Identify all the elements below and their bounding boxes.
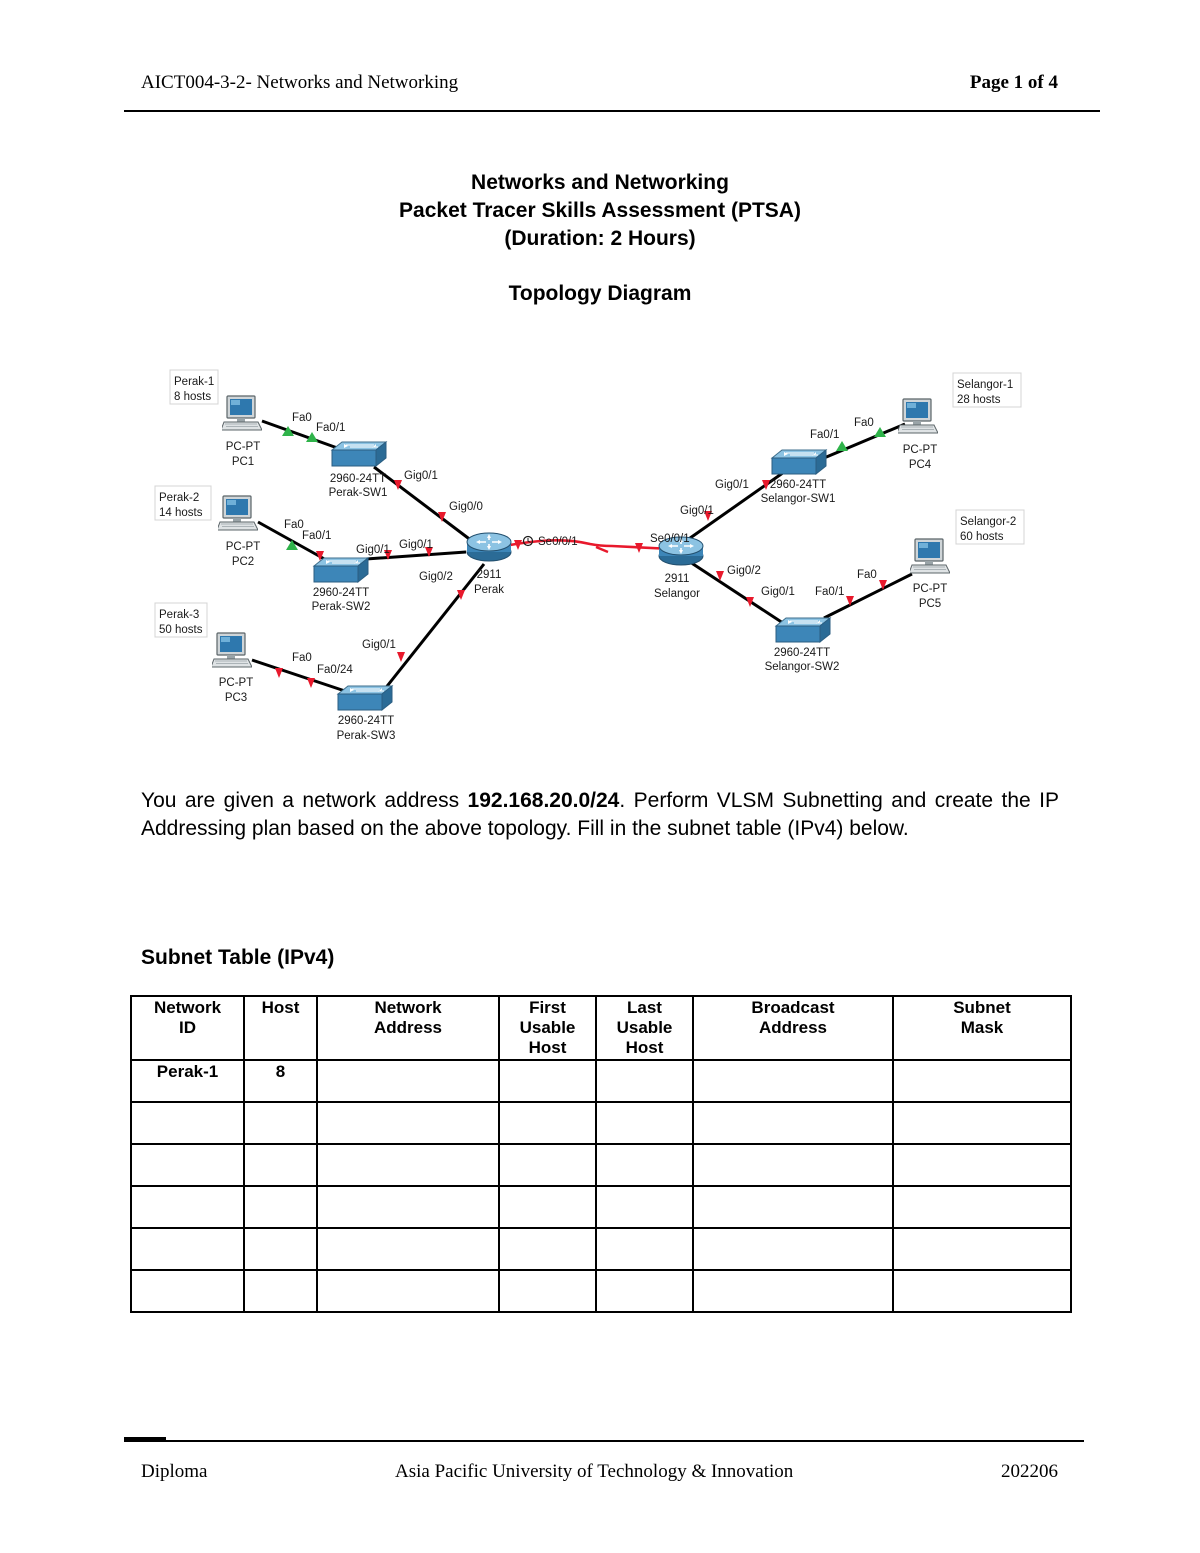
table-cell[interactable] [244, 1270, 317, 1312]
selangor-sw2-icon[interactable] [776, 618, 830, 642]
table-cell[interactable] [693, 1060, 893, 1102]
pc5-label: PC5 [918, 598, 942, 610]
table-cell[interactable] [596, 1270, 693, 1312]
column-header-host: Host [244, 996, 317, 1060]
pc1-icon[interactable] [221, 396, 262, 430]
table-cell[interactable] [596, 1102, 693, 1144]
footer-program: Diploma [141, 1461, 208, 1482]
perak-sw1-label: Perak-SW1 [328, 487, 388, 499]
header-divider [124, 110, 1100, 112]
table-cell[interactable] [596, 1228, 693, 1270]
perak-sw1-icon[interactable] [332, 442, 386, 466]
table-cell[interactable]: Perak-1 [131, 1060, 244, 1102]
section-title-topology: Topology Diagram [508, 282, 692, 305]
perak-sw2-label: Perak-SW2 [311, 601, 371, 613]
table-cell[interactable] [244, 1144, 317, 1186]
lan-label-selangor-1 [953, 373, 1021, 407]
port-label: Gig0/1 [404, 470, 438, 482]
port-label: Fa0/1 [815, 586, 845, 598]
table-cell[interactable] [317, 1270, 499, 1312]
table-cell[interactable] [244, 1186, 317, 1228]
table-cell[interactable] [317, 1060, 499, 1102]
perak-sw2-label: 2960-24TT [312, 587, 370, 599]
table-row [131, 1060, 1071, 1102]
table-cell[interactable] [693, 1186, 893, 1228]
perak-sw1-label: 2960-24TT [329, 473, 387, 485]
table-cell[interactable] [693, 1144, 893, 1186]
table-cell[interactable] [693, 1270, 893, 1312]
column-header-network-address: Network Address [317, 996, 499, 1060]
port-label: Gig0/1 [761, 586, 795, 598]
footer-institution: Asia Pacific University of Technology & Innovation [395, 1461, 794, 1482]
port-label: Fa0 [854, 417, 874, 429]
svg-text:28 hosts: 28 hosts [957, 394, 1001, 406]
perak-sw3-icon[interactable] [338, 686, 392, 710]
table-cell[interactable] [499, 1186, 596, 1228]
document-title: Networks and Networking [471, 171, 729, 194]
table-header-row [131, 996, 1071, 1060]
port-label: Fa0/1 [316, 422, 346, 434]
column-header-last-usable-host: Last Usable Host [596, 996, 693, 1060]
table-cell[interactable] [317, 1102, 499, 1144]
svg-text:50 hosts: 50 hosts [159, 624, 203, 636]
svg-text:Selangor-1: Selangor-1 [957, 379, 1014, 391]
svg-text:14 hosts: 14 hosts [159, 507, 203, 519]
pc2-icon[interactable] [217, 496, 258, 530]
port-up-marker [286, 540, 298, 550]
table-cell[interactable] [131, 1270, 244, 1312]
table-cell[interactable] [893, 1186, 1071, 1228]
port-label: Fa0 [292, 652, 312, 664]
pc3-label: PC3 [224, 692, 248, 704]
pc4-label: PC-PT [902, 444, 938, 456]
selangor-router-label: 2911 [664, 573, 690, 585]
port-label: Fa0/1 [302, 530, 332, 542]
table-cell[interactable]: 8 [244, 1060, 317, 1102]
header-page-number: Page 1 of 4 [969, 72, 1058, 93]
table-cell[interactable] [596, 1060, 693, 1102]
port-label: Gig0/1 [399, 539, 433, 551]
port-label: Gig0/2 [419, 571, 453, 583]
selangor-sw1-label: Selangor-SW1 [760, 493, 836, 505]
pc5-label: PC-PT [912, 583, 948, 595]
port-down-marker [397, 652, 405, 662]
intro-text: You are given a network address [141, 789, 468, 812]
table-cell[interactable] [693, 1102, 893, 1144]
pc5-icon[interactable] [909, 539, 950, 573]
port-label: Gig0/1 [715, 479, 749, 491]
port-label: Se0/0/1 [650, 533, 690, 545]
subnet-table-title: Subnet Table (IPv4) [141, 946, 335, 969]
perak-sw3-label: Perak-SW3 [336, 730, 396, 742]
table-cell[interactable] [893, 1144, 1071, 1186]
port-label: Gig0/0 [449, 501, 483, 513]
svg-text:Perak-2: Perak-2 [159, 492, 200, 504]
selangor-sw1-icon[interactable] [772, 450, 826, 474]
svg-text:8 hosts: 8 hosts [174, 391, 212, 403]
selangor-router-label: Selangor [653, 588, 701, 600]
table-cell[interactable] [317, 1186, 499, 1228]
lan-label-perak-3 [155, 603, 207, 637]
table-cell[interactable] [499, 1102, 596, 1144]
footer-divider [124, 1440, 1084, 1442]
table-cell[interactable] [499, 1270, 596, 1312]
port-label: Gig0/2 [727, 565, 761, 577]
pc1-label: PC1 [231, 456, 255, 468]
perak-router-label: Perak [473, 584, 505, 596]
table-cell[interactable] [596, 1186, 693, 1228]
table-cell[interactable] [131, 1144, 244, 1186]
column-header-broadcast-address: Broadcast Address [693, 996, 893, 1060]
perak-sw2-icon[interactable] [314, 558, 368, 582]
svg-text:Selangor-2: Selangor-2 [960, 516, 1017, 528]
table-cell[interactable] [499, 1060, 596, 1102]
table-cell[interactable] [131, 1186, 244, 1228]
port-label: Gig0/1 [680, 505, 714, 517]
perak-router-label: 2911 [476, 569, 502, 581]
pc3-icon[interactable] [211, 633, 252, 667]
svg-text:Perak-3: Perak-3 [159, 609, 200, 621]
table-cell[interactable] [317, 1228, 499, 1270]
table-row [131, 1102, 1071, 1144]
table-row [131, 1186, 1071, 1228]
intro-text-cont: . Perform VLSM Subnetting and create the IP Addressing plan based on the above topology. Fill in the subnet table (IPv4) below. [141, 789, 1059, 840]
pc2-label: PC2 [231, 556, 255, 568]
table-cell[interactable] [596, 1144, 693, 1186]
table-cell[interactable] [893, 1270, 1071, 1312]
port-label: Fa0 [292, 412, 312, 424]
table-cell[interactable] [131, 1228, 244, 1270]
perak-sw3-label: 2960-24TT [337, 715, 395, 727]
table-cell[interactable] [131, 1102, 244, 1144]
pc3-label: PC-PT [218, 677, 254, 689]
table-cell[interactable] [893, 1228, 1071, 1270]
port-up-marker [836, 441, 848, 451]
port-down-marker [307, 678, 315, 688]
table-cell[interactable] [893, 1102, 1071, 1144]
network-address: 192.168.20.0/24 [467, 789, 620, 812]
selangor-sw2-label: Selangor-SW2 [764, 661, 840, 673]
svg-text:60 hosts: 60 hosts [960, 531, 1004, 543]
svg-text:Perak-1: Perak-1 [174, 376, 215, 388]
table-cell[interactable] [893, 1060, 1071, 1102]
port-label: Gig0/1 [356, 544, 390, 556]
perak-router-icon[interactable] [467, 533, 511, 561]
document-subtitle: Packet Tracer Skills Assessment (PTSA) [399, 199, 801, 222]
header-course: AICT004-3-2- Networks and Networking [141, 72, 459, 93]
column-header-first-usable-host: First Usable Host [499, 996, 596, 1060]
selangor-sw1-label: 2960-24TT [769, 479, 827, 491]
selangor-sw2-label: 2960-24TT [773, 647, 831, 659]
pc4-icon[interactable] [897, 399, 938, 433]
column-header-network-id: Network ID [131, 996, 244, 1060]
port-label: Gig0/1 [362, 639, 396, 651]
instructions-paragraph [141, 787, 1059, 843]
port-label: Fa0/1 [810, 429, 840, 441]
table-row [131, 1270, 1071, 1312]
pc4-label: PC4 [908, 459, 932, 471]
pc1-label: PC-PT [225, 441, 261, 453]
port-label: Fa0 [284, 519, 304, 531]
port-label: Fa0 [857, 569, 877, 581]
duration-line: (Duration: 2 Hours) [504, 227, 696, 250]
table-cell[interactable] [317, 1144, 499, 1186]
subnet-table [130, 995, 1072, 1313]
column-header-subnet-mask: Subnet Mask [893, 996, 1071, 1060]
footer-code: 202206 [1001, 1461, 1058, 1482]
link-perak-selangor-serial [510, 540, 672, 549]
table-cell[interactable] [244, 1102, 317, 1144]
table-cell[interactable] [499, 1228, 596, 1270]
table-row [131, 1228, 1071, 1270]
table-cell[interactable] [499, 1144, 596, 1186]
table-cell[interactable] [244, 1228, 317, 1270]
topology-diagram [0, 360, 1200, 760]
port-down-marker [275, 668, 283, 678]
port-label: Se0/0/1 [538, 536, 578, 548]
pc2-label: PC-PT [225, 541, 261, 553]
lan-label-perak-2 [155, 486, 211, 520]
table-cell[interactable] [693, 1228, 893, 1270]
lan-label-perak-1 [170, 370, 218, 404]
lan-label-selangor-2 [956, 510, 1024, 544]
port-label: Fa0/24 [317, 664, 353, 676]
table-row [131, 1144, 1071, 1186]
